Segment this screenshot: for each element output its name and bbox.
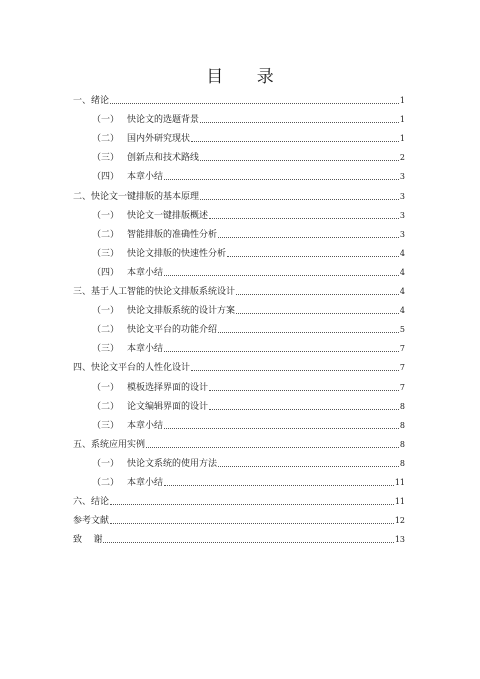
toc-leader-dots [218, 332, 399, 333]
toc-leader-dots [146, 447, 399, 448]
toc-entry-number: （二） [92, 477, 120, 488]
toc-page-number: 3 [399, 191, 405, 201]
toc-entry [73, 145, 405, 164]
toc-entry-title: 六、结论 [73, 497, 110, 508]
toc-page-number: 3 [399, 210, 405, 220]
toc-entry-label [92, 133, 190, 145]
toc-leader-dots [200, 122, 399, 123]
toc-entry-title: 致 谢 [73, 535, 103, 546]
toc-leader-dots [164, 179, 399, 180]
toc-entry-title: 国内外研究现状 [127, 134, 191, 145]
toc-entry-number: （三） [92, 153, 120, 164]
toc-entry-label [73, 496, 109, 508]
toc-entry [73, 336, 405, 355]
toc-entry-title: 创新点和技术路线 [127, 153, 200, 164]
toc-entry [73, 527, 405, 546]
toc-entry [73, 432, 405, 451]
toc-entry [73, 508, 405, 527]
toc-entry-label [73, 439, 145, 451]
toc-entry-title: 快论文系统的使用方法 [127, 458, 218, 469]
toc-entry-title: 快论文平台的功能介绍 [127, 325, 218, 336]
toc-page-number: 3 [399, 172, 405, 182]
toc-leader-dots [110, 523, 394, 524]
toc-page-number: 7 [399, 382, 405, 392]
toc-entry-title: 二、快论文一键排版的基本原理 [73, 191, 200, 202]
toc-leader-dots [164, 485, 394, 486]
toc-entry-number: （一） [92, 382, 120, 393]
toc-entry-number: （二） [92, 401, 120, 412]
toc-page-number: 4 [399, 248, 405, 258]
toc-page-number: 11 [394, 477, 405, 487]
toc-entry [73, 451, 405, 470]
toc-entry-label [92, 248, 226, 260]
toc-leader-dots [191, 370, 399, 371]
toc-entry [73, 107, 405, 126]
toc-entry-label [92, 324, 217, 336]
toc-entry [73, 88, 405, 107]
toc-entry [73, 222, 405, 241]
toc-entry-title: 本章小结 [127, 172, 164, 183]
toc-entry [73, 298, 405, 317]
toc-entry-title: 本章小结 [127, 267, 164, 278]
toc-page-number: 13 [394, 535, 405, 545]
toc-leader-dots [236, 294, 399, 295]
toc-entry-title: 快论文排版系统的设计方案 [127, 306, 236, 317]
toc-entry-label [73, 191, 199, 203]
toc-leader-dots [209, 409, 399, 410]
toc-entry-number: （四） [92, 267, 120, 278]
toc-entry [73, 279, 405, 298]
toc-entry-title: 三、基于人工智能的快论文排版系统设计 [73, 287, 236, 298]
toc-leader-dots [110, 103, 399, 104]
toc-leader-dots [164, 428, 399, 429]
toc-entry-number: （三） [92, 344, 120, 355]
toc-page-number: 3 [399, 229, 405, 239]
toc-entry [73, 355, 405, 374]
toc-entry-label [92, 305, 235, 317]
toc-entry [73, 394, 405, 413]
toc-entry-title: 本章小结 [127, 477, 164, 488]
toc-leader-dots [191, 141, 399, 142]
toc-leader-dots [218, 466, 399, 467]
toc-page-number: 5 [399, 325, 405, 335]
toc-leader-dots [110, 504, 394, 505]
toc-entry-label [92, 267, 163, 279]
toc-entry-label [92, 343, 163, 355]
toc-entry-title: 快论文一键排版概述 [127, 210, 209, 221]
toc-entry [73, 317, 405, 336]
toc-entry-label [92, 401, 208, 413]
toc-entry-label [92, 420, 163, 432]
toc-page-number: 8 [399, 458, 405, 468]
toc-entry-label [92, 210, 208, 222]
toc-entry [73, 374, 405, 393]
toc-page-number: 8 [399, 439, 405, 449]
toc-entry-title: 本章小结 [127, 420, 164, 431]
toc-entry-label [73, 515, 109, 527]
toc-entry-title: 五、系统应用实例 [73, 439, 146, 450]
toc-entry-number: （二） [92, 134, 120, 145]
toc-page-number: 8 [399, 420, 405, 430]
toc-entry [73, 260, 405, 279]
toc-leader-dots [103, 542, 393, 543]
toc-leader-dots [200, 199, 399, 200]
toc-leader-dots [227, 256, 399, 257]
toc-entry-title: 智能排版的准确性分析 [127, 229, 218, 240]
toc-entry-title: 一、绪论 [73, 96, 110, 107]
toc-entry-title: 参考文献 [73, 516, 110, 527]
toc-entry-number: （四） [92, 172, 120, 183]
table-of-contents [73, 88, 405, 546]
toc-leader-dots [200, 160, 399, 161]
toc-entry-label [73, 362, 190, 374]
toc-page-number: 1 [399, 96, 405, 106]
toc-page-number: 1 [399, 115, 405, 125]
toc-entry [73, 413, 405, 432]
toc-leader-dots [209, 390, 399, 391]
toc-page-number: 4 [399, 287, 405, 297]
toc-page-number: 12 [394, 516, 405, 526]
toc-entry-title: 本章小结 [127, 344, 164, 355]
toc-entry [73, 164, 405, 183]
toc-entry [73, 126, 405, 145]
toc-entry [73, 470, 405, 489]
toc-page-number: 4 [399, 306, 405, 316]
toc-page-number: 1 [399, 134, 405, 144]
toc-entry-label [73, 534, 102, 546]
toc-entry-title: 模板选择界面的设计 [127, 382, 209, 393]
toc-entry-label [73, 95, 109, 107]
toc-entry-number: （三） [92, 248, 120, 259]
toc-entry-label [92, 229, 217, 241]
toc-leader-dots [164, 275, 399, 276]
toc-entry-number: （二） [92, 229, 120, 240]
toc-entry-title: 快论文排版的快速性分析 [127, 248, 227, 259]
toc-entry-label [92, 458, 217, 470]
toc-entry-label [92, 152, 199, 164]
toc-page-number: 7 [399, 363, 405, 373]
toc-page-number: 4 [399, 267, 405, 277]
toc-entry-label [92, 114, 199, 126]
toc-page-number: 7 [399, 344, 405, 354]
toc-entry-number: （一） [92, 458, 120, 469]
page-title: 目 录 [206, 67, 288, 87]
toc-entry-number: （二） [92, 325, 120, 336]
toc-leader-dots [218, 237, 399, 238]
toc-entry-label [92, 382, 208, 394]
toc-entry-title: 快论文的选题背景 [127, 115, 200, 126]
toc-entry-label [92, 171, 163, 183]
toc-entry-number: （一） [92, 115, 120, 126]
toc-entry-number: （一） [92, 306, 120, 317]
toc-page-number: 11 [394, 497, 405, 507]
toc-entry-number: （三） [92, 420, 120, 431]
toc-entry [73, 203, 405, 222]
toc-entry [73, 489, 405, 508]
toc-page-number: 8 [399, 401, 405, 411]
toc-entry-label [92, 477, 163, 489]
toc-entry-title: 论文编辑界面的设计 [127, 401, 209, 412]
toc-entry [73, 183, 405, 202]
toc-entry-label [73, 286, 235, 298]
toc-leader-dots [209, 218, 399, 219]
toc-entry-title: 四、快论文平台的人性化设计 [73, 363, 191, 374]
toc-page-number: 2 [399, 153, 405, 163]
toc-entry [73, 241, 405, 260]
toc-entry-number: （一） [92, 210, 120, 221]
toc-leader-dots [236, 313, 399, 314]
toc-leader-dots [164, 351, 399, 352]
